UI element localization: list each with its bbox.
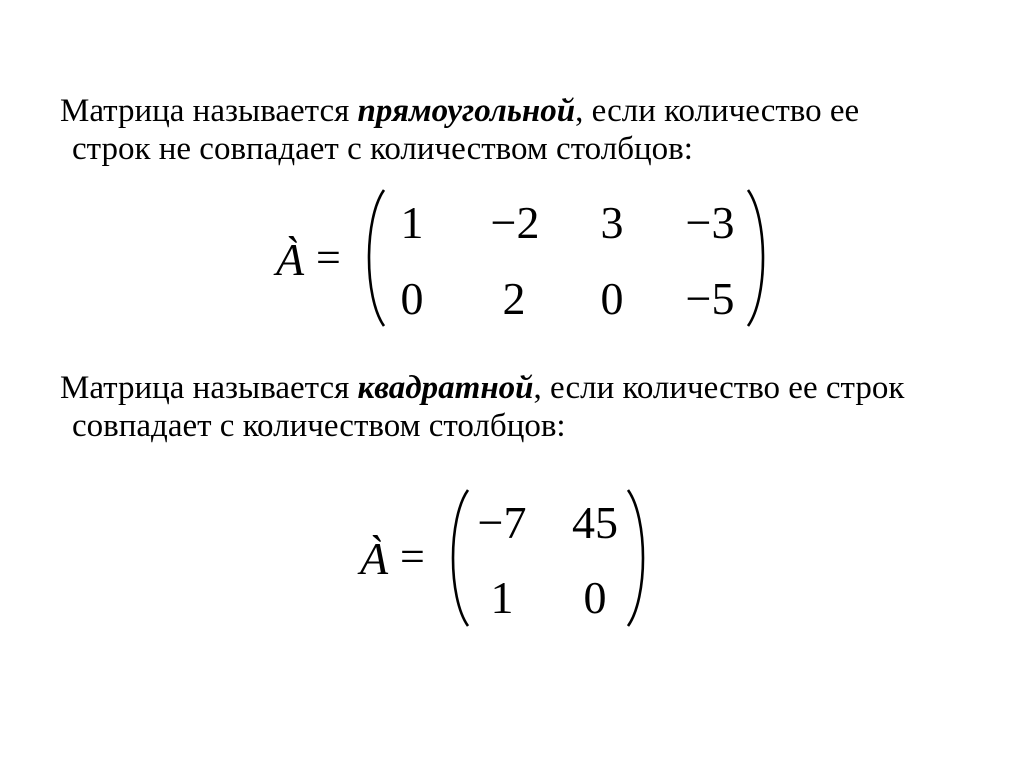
matrix-cell: 1 xyxy=(400,197,424,248)
text-after-term: , если количество ее строк xyxy=(533,370,905,406)
matrix-cell: 2 xyxy=(502,273,526,324)
matrix-cell: −7 xyxy=(477,497,527,548)
text-after-term: , если количество ее xyxy=(575,93,860,129)
definition-line-2: совпадает с количеством столбцов: xyxy=(72,408,566,444)
matrix-cell: 1 xyxy=(490,572,514,623)
matrix-cell: −2 xyxy=(490,197,540,248)
matrix-cell: 45 xyxy=(572,497,618,548)
equals-sign: = xyxy=(400,532,425,581)
matrix-cell: 0 xyxy=(400,273,424,324)
right-parenthesis xyxy=(622,488,652,628)
text-before-term: Матрица называется xyxy=(60,370,358,406)
term-rectangular: прямоугольной xyxy=(357,93,576,129)
matrix-cell: 3 xyxy=(600,197,624,248)
matrix-cell: −3 xyxy=(685,197,735,248)
matrix-label: À xyxy=(276,234,305,285)
matrix-cell: 0 xyxy=(583,572,607,623)
matrix-label: À xyxy=(360,533,389,584)
text-before-term: Матрица называется xyxy=(60,93,358,129)
matrix-cell: 0 xyxy=(600,273,624,324)
matrix-cell: −5 xyxy=(685,273,735,324)
term-square: квадратной xyxy=(357,370,534,406)
equals-sign: = xyxy=(316,233,341,282)
definition-line-2: строк не совпадает с количеством столбцов: xyxy=(72,131,693,167)
